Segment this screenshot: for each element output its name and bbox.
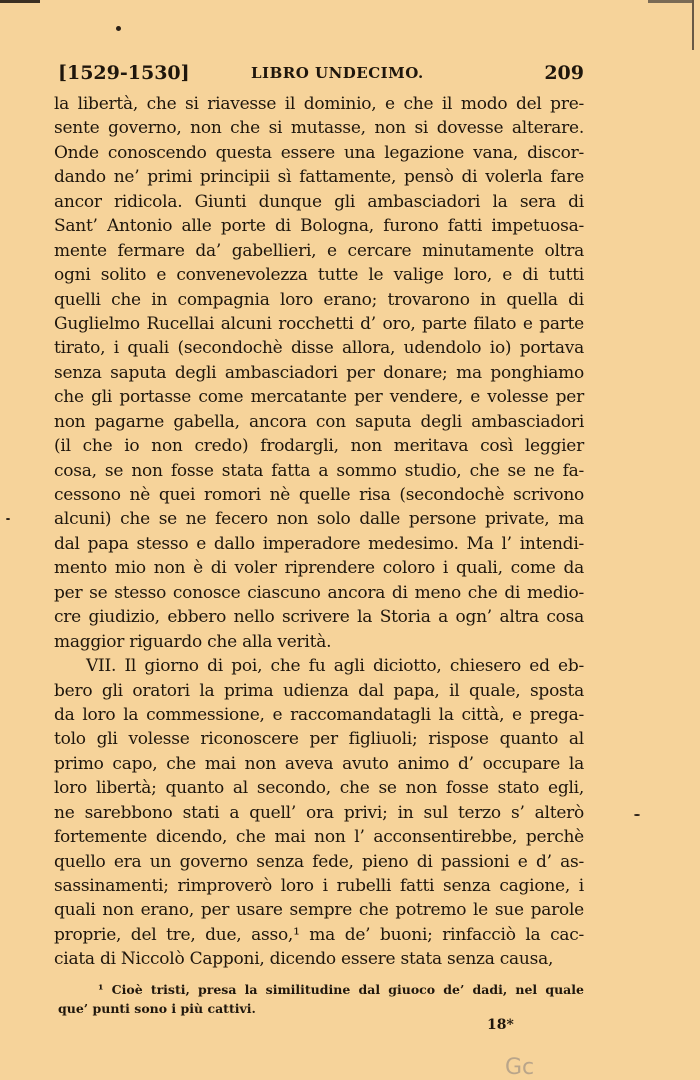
text-line: cre giudizio, ebbero nello scrivere la Storia a ogn’ altra cosa xyxy=(54,607,584,628)
ink-speck xyxy=(116,26,121,31)
text-line: quelli che in compagnia loro erano; trovarono in quella di xyxy=(54,289,584,310)
page-number: 209 xyxy=(544,62,584,84)
page-edge-shadow xyxy=(0,0,40,3)
text-line: ciata di Niccolò Capponi, dicendo essere stata senza causa, xyxy=(54,949,554,970)
signature-mark: 18* xyxy=(487,1017,514,1033)
text-line: senza saputa degli ambasciadori per donare; ma ponghiamo xyxy=(54,362,584,383)
text-line: ancor ridicola. Giunti dunque gli ambasciadori la sera di xyxy=(54,191,584,212)
text-line: loro libertà; quanto al secondo, che se non fosse stato egli, xyxy=(54,778,584,799)
ink-speck xyxy=(634,814,640,816)
text-line: proprie, del tre, due, asso,¹ ma de’ buoni; rinfacciò la cac- xyxy=(54,924,584,945)
text-line: tolo gli volesse riconoscere per figliuoli; rispose quanto al xyxy=(54,729,584,750)
text-line: dal papa stesso e dallo imperadore medesimo. Ma l’ intendi- xyxy=(54,533,584,554)
text-line: Sant’ Antonio alle porte di Bologna, furono fatti impetuosa- xyxy=(54,216,584,237)
text-line: primo capo, che mai non aveva avuto animo d’ occupare la xyxy=(54,753,584,774)
header-date-range: [1529-1530] xyxy=(58,62,190,84)
text-line: cessono nè quei romori nè quelle risa (secondochè scrivono xyxy=(54,485,584,505)
page-edge-shadow xyxy=(648,0,694,3)
text-line: tirato, i quali (secondochè disse allora, udendolo io) portava xyxy=(54,338,584,359)
text-line: alcuni) che se ne fecero non solo dalle persone private, ma xyxy=(54,509,584,530)
text-line: che gli portasse come mercatante per vendere, e volesse per xyxy=(54,387,584,408)
text-line: maggior riguardo che alla verità. xyxy=(54,631,332,652)
body-text xyxy=(54,92,584,972)
footnotes xyxy=(58,980,584,1018)
footnote-line: ¹ Cioè tristi, presa la similitudine dal giuoco de’ dadi, nel quale xyxy=(98,982,584,997)
text-line: non pagarne gabella, ancora con saputa degli ambasciadori xyxy=(54,411,584,432)
text-line: mente fermare da’ gabellieri, e cercare minutamente oltra xyxy=(54,240,584,261)
text-line: la libertà, che si riavesse il dominio, e che il modo del pre- xyxy=(54,94,584,114)
text-line: ogni solito e convenevolezza tutte le valige loro, e di tutti xyxy=(54,265,584,286)
text-line: fortemente dicendo, che mai non l’ acconsentirebbe, perchè xyxy=(54,827,584,848)
page-edge-shadow xyxy=(692,0,694,50)
text-line: da loro la commessione, e raccomandatagli la città, e prega- xyxy=(54,704,584,725)
text-line: sassinamenti; rimproverò loro i rubelli fatti senza cagione, i xyxy=(54,876,584,896)
text-line: quello era un governo senza fede, pieno di passioni e d’ as- xyxy=(54,851,584,872)
header-book-title: LIBRO UNDECIMO. xyxy=(251,64,424,82)
text-line: Guglielmo Rucellai alcuni rocchetti d’ oro, parte filato e parte xyxy=(54,313,584,334)
text-line: per se stesso conosce ciascuno ancora di meno che di medio- xyxy=(54,582,584,603)
text-line: ne sarebbono stati a quell’ ora privi; in sul terzo s’ alterò xyxy=(54,802,584,823)
text-line: quali non erano, per usare sempre che potremo le sue parole xyxy=(54,900,584,921)
ink-speck xyxy=(6,518,10,520)
running-header xyxy=(58,62,584,84)
watermark: Gc xyxy=(505,1055,535,1080)
text-line: Onde conoscendo questa essere una legazione vana, discor- xyxy=(54,142,584,163)
text-line: sente governo, non che si mutasse, non si dovesse alterare. xyxy=(54,118,584,139)
text-line: cosa, se non fosse stata fatta a sommo studio, che se ne fa- xyxy=(54,460,584,481)
text-line: dando ne’ primi principii sì fattamente, pensò di volerla fare xyxy=(54,167,584,188)
text-line: VII. Il giorno di poi, che fu agli diciotto, chiesero ed eb- xyxy=(86,656,584,677)
footnote-line: que’ punti sono i più cattivi. xyxy=(58,1001,256,1016)
text-line: bero gli oratori la prima udienza dal papa, il quale, sposta xyxy=(54,680,584,701)
text-line: (il che io non credo) frodargli, non meritava così leggier xyxy=(54,436,584,457)
text-line: mento mio non è di voler riprendere coloro i quali, come da xyxy=(54,558,584,579)
